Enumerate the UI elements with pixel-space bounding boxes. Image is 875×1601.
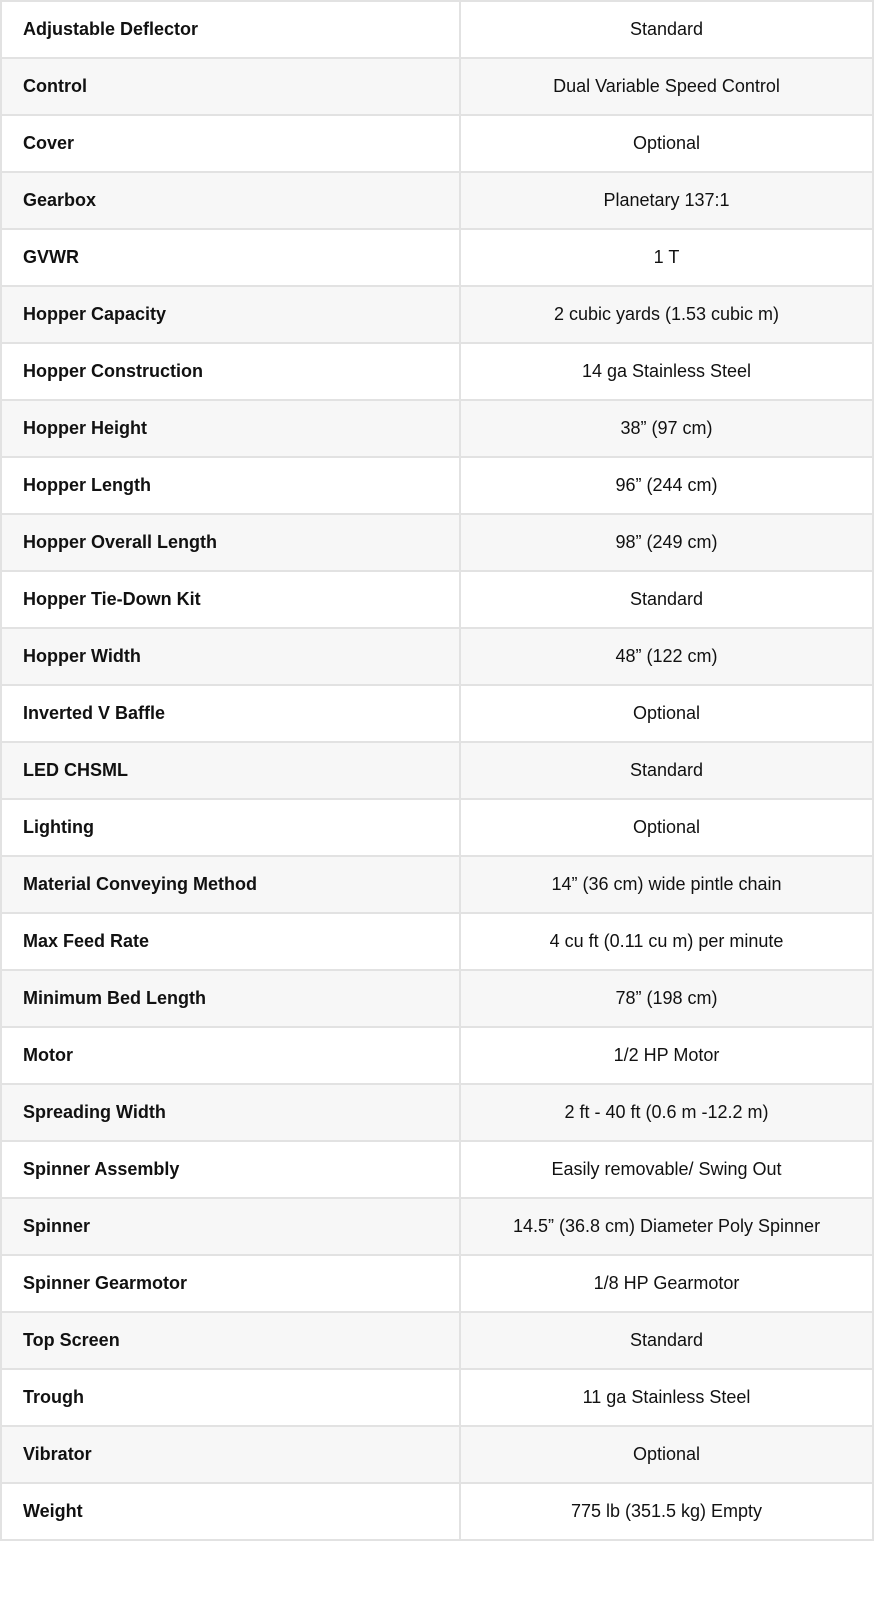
spec-name: Hopper Height (1, 400, 460, 457)
spec-value: Optional (460, 1426, 873, 1483)
table-row (1, 1255, 873, 1312)
table-row (1, 514, 873, 571)
spec-name: Spinner (1, 1198, 460, 1255)
table-row (1, 343, 873, 400)
spec-name: Motor (1, 1027, 460, 1084)
table-row (1, 1141, 873, 1198)
table-row (1, 1426, 873, 1483)
spec-name: Minimum Bed Length (1, 970, 460, 1027)
spec-value: 78” (198 cm) (460, 970, 873, 1027)
spec-value: Standard (460, 571, 873, 628)
spec-value: 4 cu ft (0.11 cu m) per minute (460, 913, 873, 970)
spec-value: Optional (460, 685, 873, 742)
table-row (1, 628, 873, 685)
table-row (1, 457, 873, 514)
table-row (1, 1369, 873, 1426)
spec-value: 1 T (460, 229, 873, 286)
table-row (1, 742, 873, 799)
spec-name: Gearbox (1, 172, 460, 229)
table-row (1, 115, 873, 172)
table-row (1, 1027, 873, 1084)
spec-name: Hopper Construction (1, 343, 460, 400)
spec-value: 2 ft - 40 ft (0.6 m -12.2 m) (460, 1084, 873, 1141)
spec-value: Easily removable/ Swing Out (460, 1141, 873, 1198)
spec-value: Optional (460, 115, 873, 172)
spec-value: Standard (460, 1, 873, 58)
spec-name: Control (1, 58, 460, 115)
spec-value: 1/8 HP Gearmotor (460, 1255, 873, 1312)
table-row (1, 856, 873, 913)
spec-name: Hopper Width (1, 628, 460, 685)
spec-value: Standard (460, 1312, 873, 1369)
spec-name: Cover (1, 115, 460, 172)
spec-name: Vibrator (1, 1426, 460, 1483)
spec-name: Hopper Tie-Down Kit (1, 571, 460, 628)
spec-value: 775 lb (351.5 kg) Empty (460, 1483, 873, 1540)
spec-value: 96” (244 cm) (460, 457, 873, 514)
table-row (1, 685, 873, 742)
spec-value: Dual Variable Speed Control (460, 58, 873, 115)
spec-name: Hopper Overall Length (1, 514, 460, 571)
spec-name: Spinner Gearmotor (1, 1255, 460, 1312)
spec-name: Trough (1, 1369, 460, 1426)
table-row (1, 1, 873, 58)
spec-value: Standard (460, 742, 873, 799)
table-row (1, 799, 873, 856)
spec-name: Spreading Width (1, 1084, 460, 1141)
spec-value: 11 ga Stainless Steel (460, 1369, 873, 1426)
table-row (1, 571, 873, 628)
spec-value: 14.5” (36.8 cm) Diameter Poly Spinner (460, 1198, 873, 1255)
table-row (1, 229, 873, 286)
table-row (1, 970, 873, 1027)
table-row (1, 400, 873, 457)
spec-value: 98” (249 cm) (460, 514, 873, 571)
table-row (1, 913, 873, 970)
spec-name: GVWR (1, 229, 460, 286)
spec-name: Weight (1, 1483, 460, 1540)
spec-name: Material Conveying Method (1, 856, 460, 913)
spec-name: Adjustable Deflector (1, 1, 460, 58)
spec-value: 14 ga Stainless Steel (460, 343, 873, 400)
spec-value: 2 cubic yards (1.53 cubic m) (460, 286, 873, 343)
spec-name: Lighting (1, 799, 460, 856)
specifications-table-body (1, 1, 873, 1540)
spec-name: Spinner Assembly (1, 1141, 460, 1198)
spec-name: LED CHSML (1, 742, 460, 799)
spec-value: Optional (460, 799, 873, 856)
spec-value: 38” (97 cm) (460, 400, 873, 457)
table-row (1, 172, 873, 229)
spec-name: Inverted V Baffle (1, 685, 460, 742)
table-row (1, 1084, 873, 1141)
spec-value: 1/2 HP Motor (460, 1027, 873, 1084)
table-row (1, 1483, 873, 1540)
spec-value: Planetary 137:1 (460, 172, 873, 229)
table-row (1, 286, 873, 343)
spec-name: Hopper Capacity (1, 286, 460, 343)
spec-name: Top Screen (1, 1312, 460, 1369)
table-row (1, 1312, 873, 1369)
table-row (1, 58, 873, 115)
table-row (1, 1198, 873, 1255)
spec-name: Hopper Length (1, 457, 460, 514)
spec-value: 48” (122 cm) (460, 628, 873, 685)
spec-value: 14” (36 cm) wide pintle chain (460, 856, 873, 913)
spec-name: Max Feed Rate (1, 913, 460, 970)
